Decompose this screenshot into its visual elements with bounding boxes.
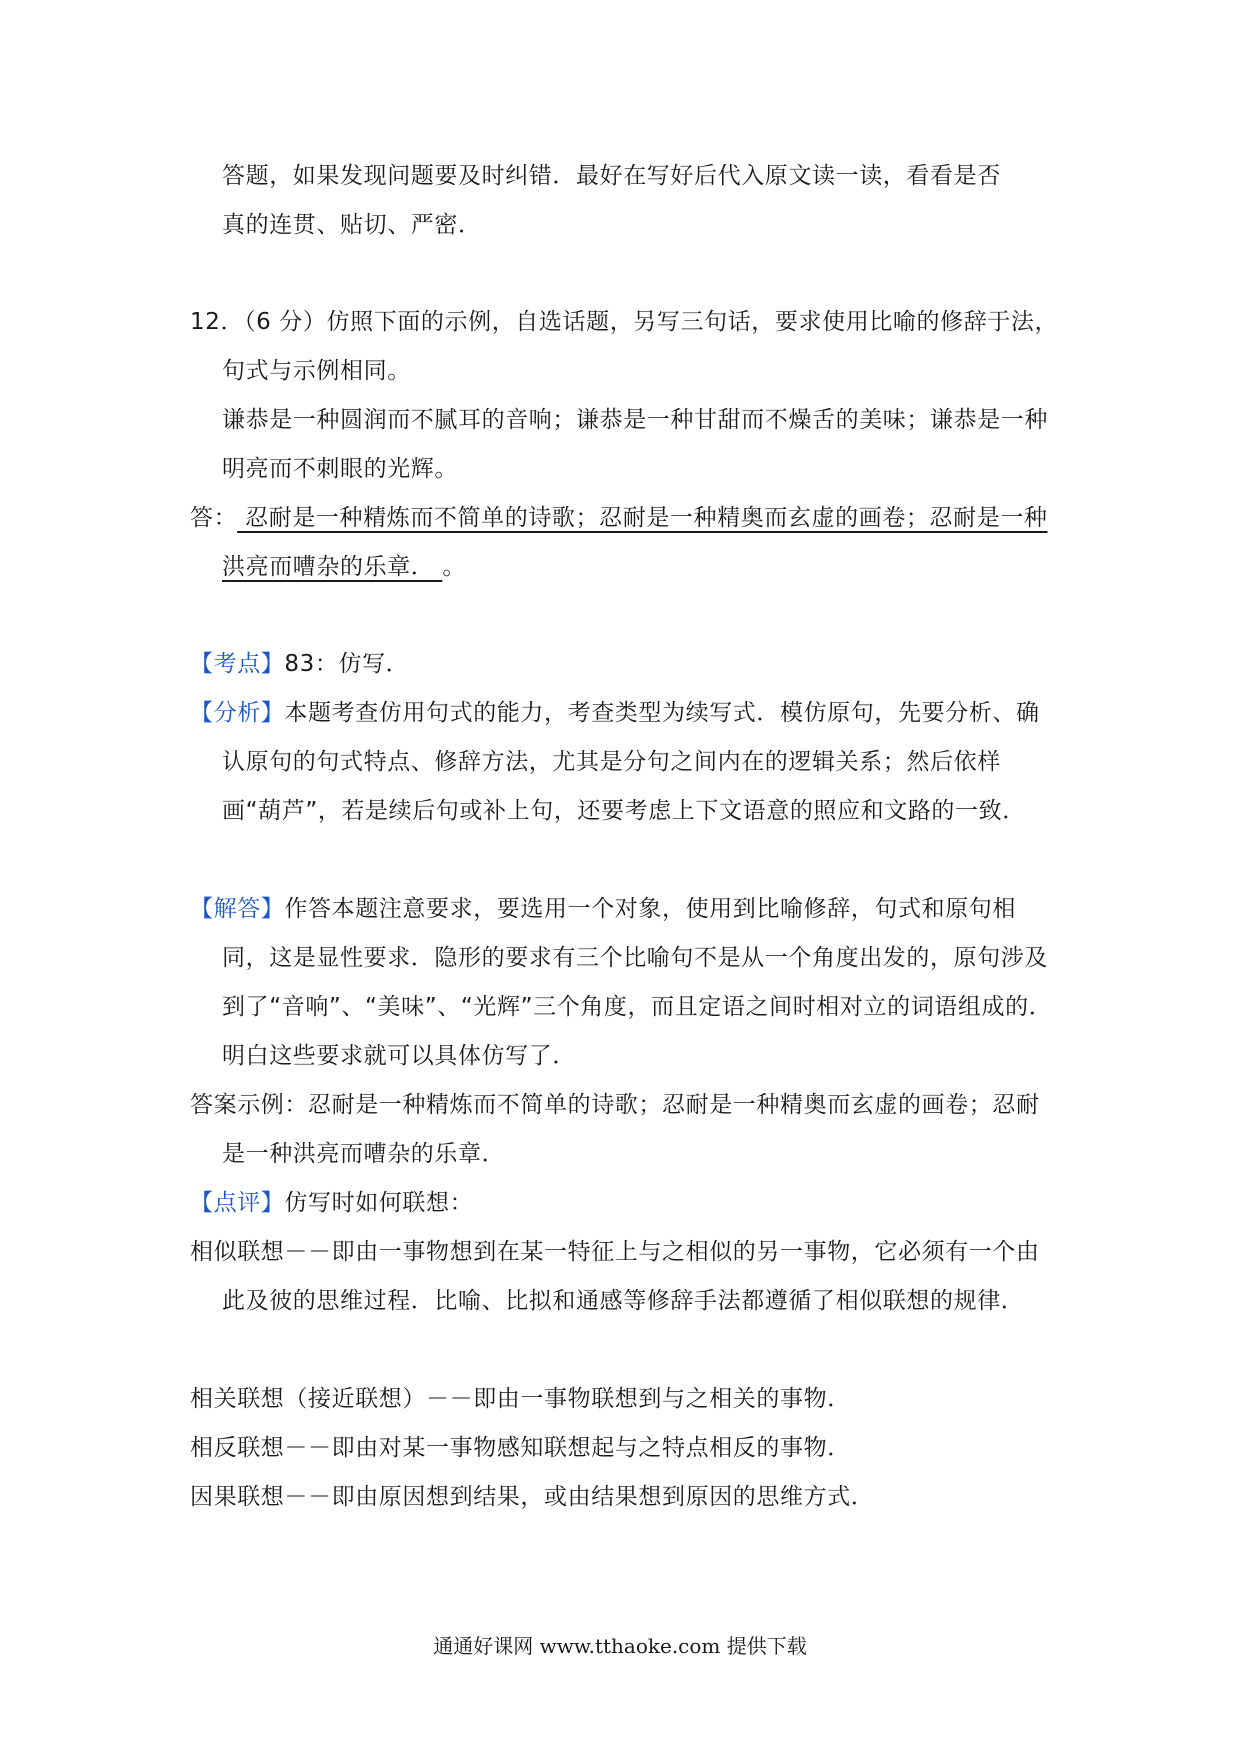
intro-line-2: 真的连贯、贴切、严密． xyxy=(222,212,482,238)
answer-example: 答案示例：忍耐是一种精炼而不简单的诗歌；忍耐是一种精奥而玄虚的画卷；忍耐是一种洪亮而嘈杂的乐章． xyxy=(190,1092,1040,1167)
jieda-tag: 【解答】 xyxy=(190,896,285,922)
association-opposite: 相反联想－－即由对某一事物感知联想起与之特点相反的事物． xyxy=(190,1435,851,1461)
fenxi-text: 本题考查仿用句式的能力，考查类型为续写式．模仿原句，先要分析、确认原句的句式特点、修辞方法，尤其是分句之间内在的逻辑关系；然后依样画“葫芦”，若是续后句或补上句，还要考虑上下文语意的照应和文路的一致． xyxy=(222,700,1040,824)
jieda-section xyxy=(190,885,1060,1081)
dianping-section xyxy=(190,1179,1060,1228)
intro-line-1: 答题，如果发现问题要及时纠错．最好在写好后代入原文读一读，看看是否 xyxy=(222,163,1001,189)
dianping-tag: 【点评】 xyxy=(190,1190,285,1216)
intro-paragraph xyxy=(222,152,1060,250)
association-similar: 相似联想－－即由一事物想到在某一特征上与之相似的另一事物，它必须有一个由此及彼的思维过程．比喻、比拟和通感等修辞手法都遵循了相似联想的规律． xyxy=(190,1239,1040,1314)
answer-end: 。 xyxy=(442,554,466,580)
fenxi-tag: 【分析】 xyxy=(190,700,285,726)
association-related: 相关联想（接近联想）－－即由一事物联想到与之相关的事物． xyxy=(190,1386,851,1412)
fenxi-section xyxy=(190,689,1060,836)
question-stem: 12．（6 分）仿照下面的示例，自选话题，另写三句话，要求使用比喻的修辞于法，句式与示例相同。 xyxy=(190,309,1059,384)
answer-label: 答： xyxy=(190,505,238,531)
answer-line xyxy=(190,494,1060,592)
association-causal: 因果联想－－即由原因想到结果，或由结果想到原因的思维方式． xyxy=(190,1484,875,1510)
kaodian-tag: 【考点】 xyxy=(190,651,285,677)
page-footer: 通通好课网 www.tthaoke.com 提供下载 xyxy=(433,1634,807,1658)
dianping-text: 仿写时如何联想： xyxy=(284,1190,474,1216)
question-example xyxy=(222,396,1060,494)
jieda-text: 作答本题注意要求，要选用一个对象，使用到比喻修辞，句式和原句相同，这是显性要求．隐形的要求有三个比喻句不是从一个角度出发的，原句涉及到了“音响”、“美味”、“光辉”三个角度，而且定语之间时相对立的词语组成的．明白这些要求就可以具体仿写了． xyxy=(222,896,1053,1069)
answer-text: 忍耐是一种精炼而不简单的诗歌；忍耐是一种精奥而玄虚的画卷；忍耐是一种洪亮而嘈杂的乐章． xyxy=(222,505,1048,580)
kaodian-section xyxy=(190,640,1060,689)
example-text: 谦恭是一种圆润而不腻耳的音响；谦恭是一种甘甜而不燥舌的美味；谦恭是一种明亮而不刺眼的光辉。 xyxy=(222,407,1048,482)
kaodian-text: 83：仿写． xyxy=(284,651,410,677)
